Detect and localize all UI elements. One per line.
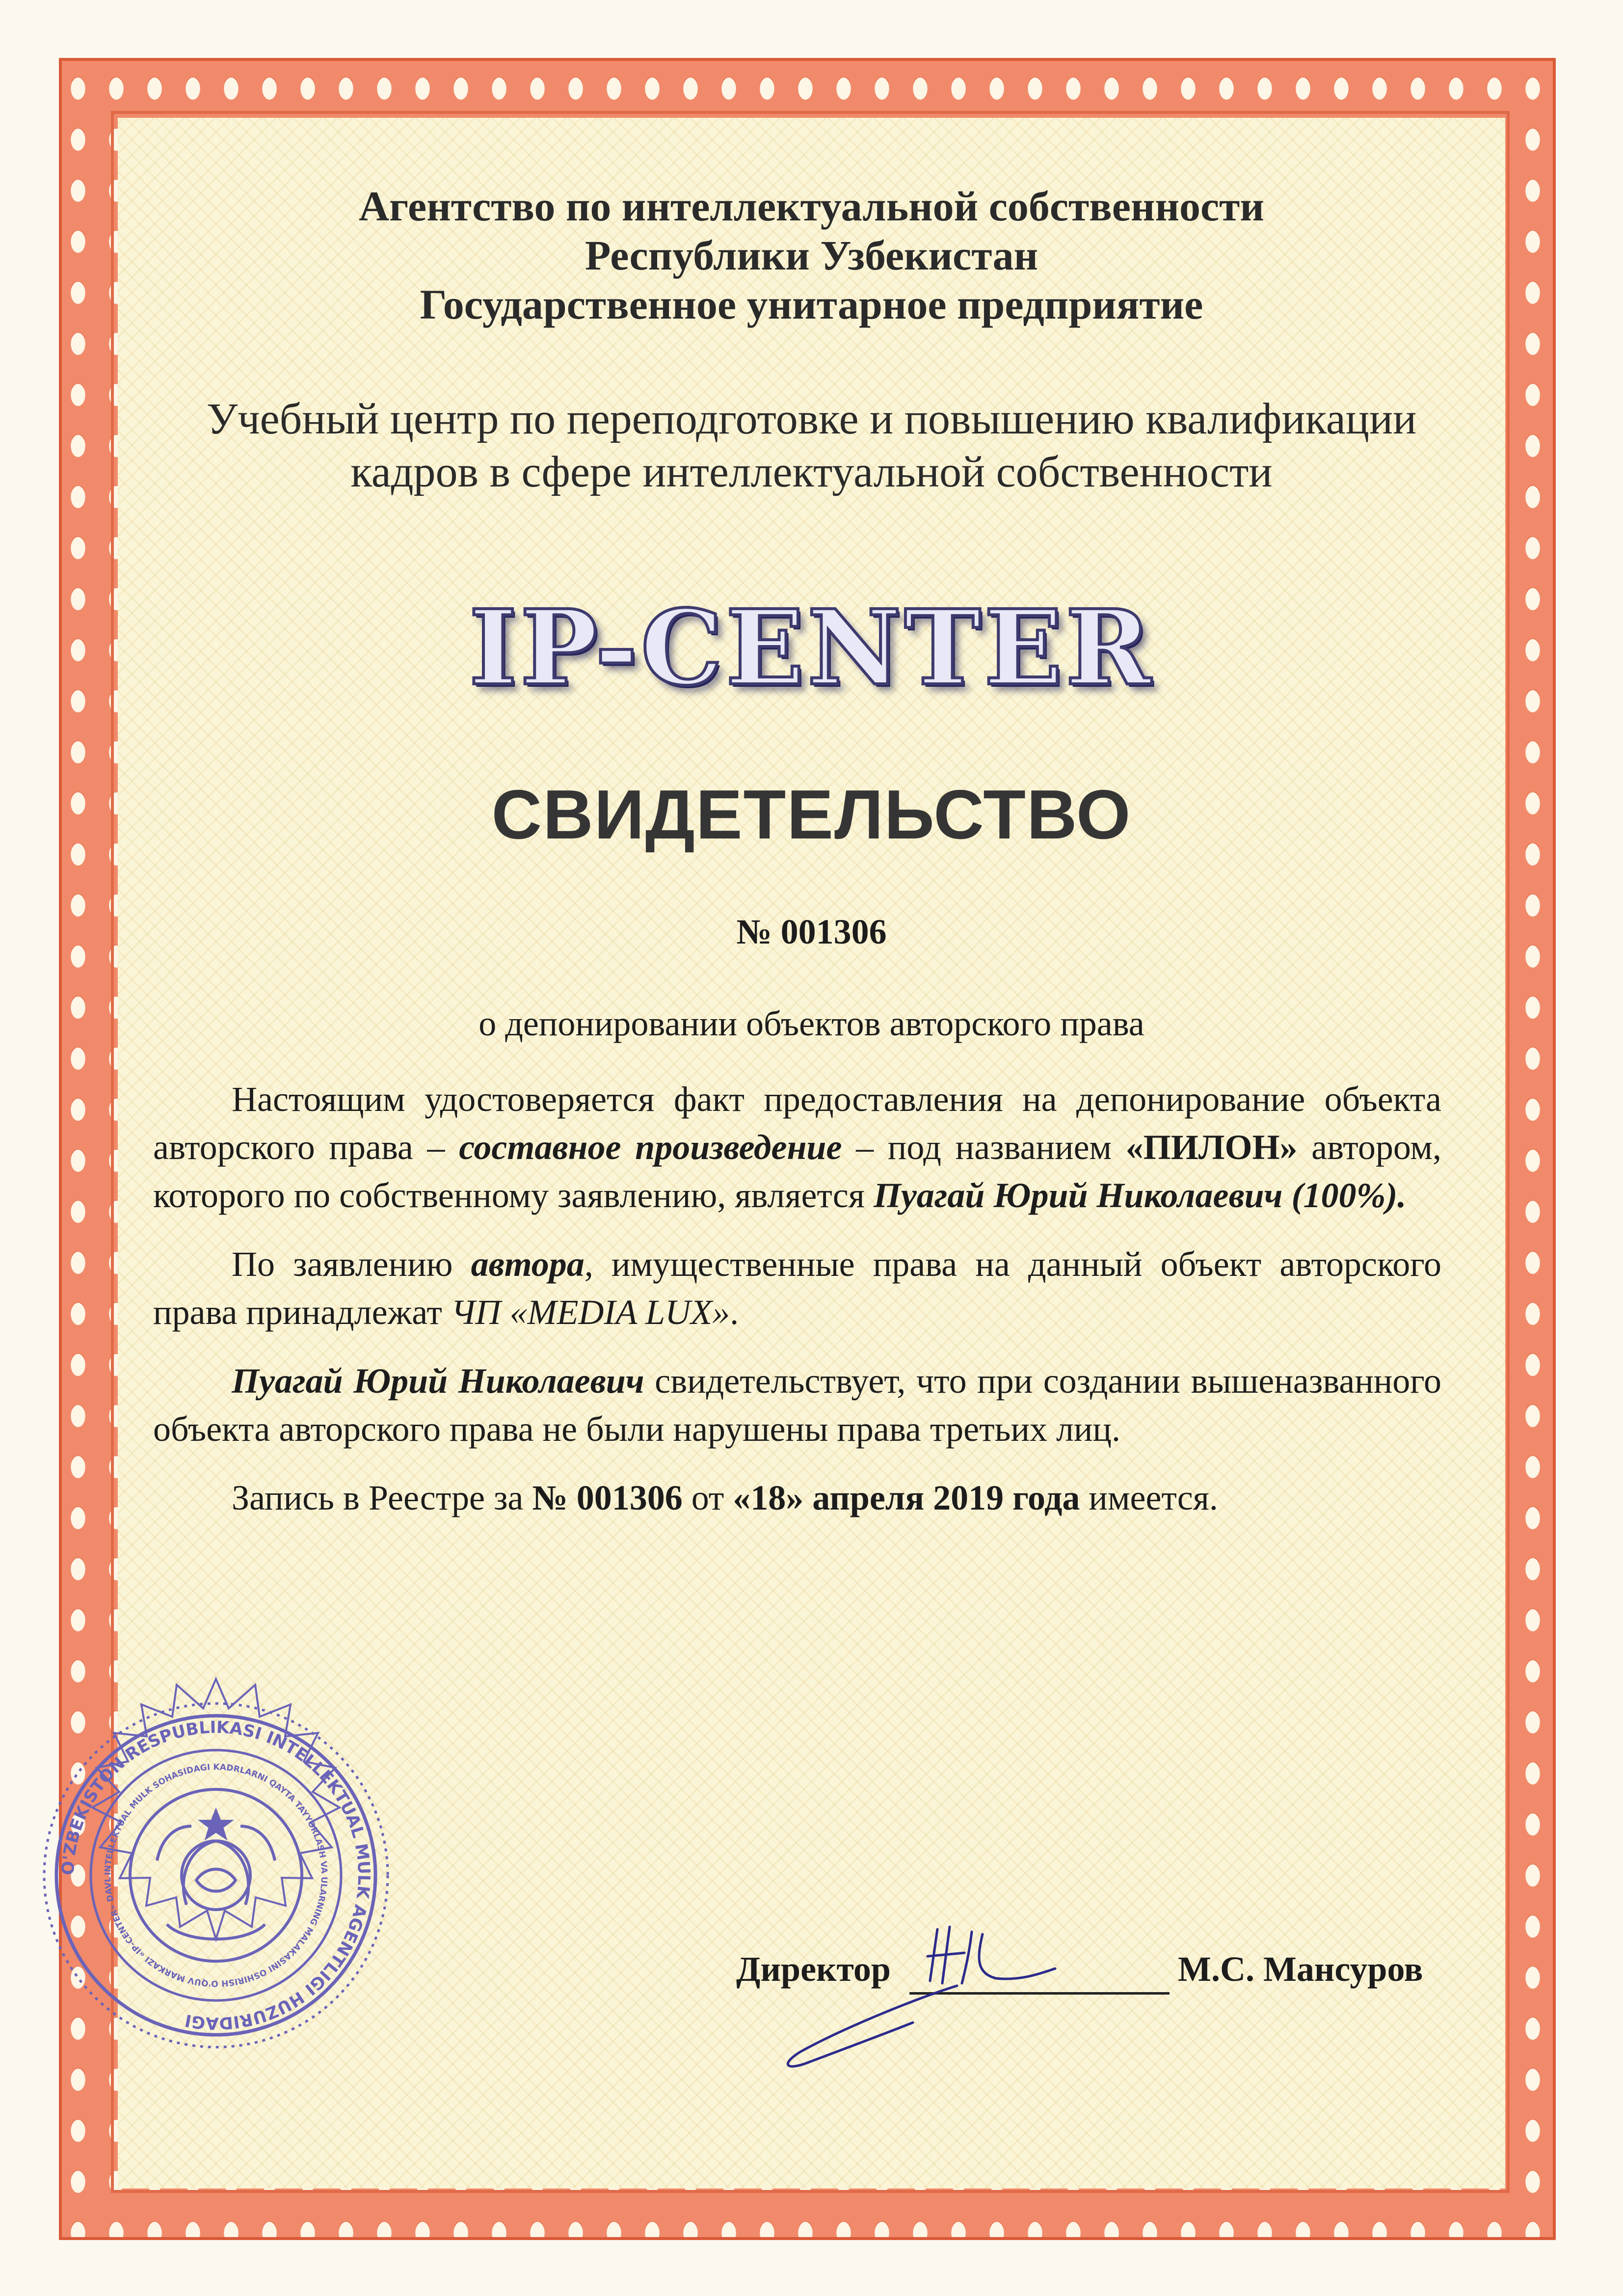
text-span: – под названием (842, 1128, 1126, 1167)
issuer-line-3: Государственное унитарное предприятие (420, 281, 1203, 328)
issuer-line-1: Агентство по интеллектуальной собственности (359, 183, 1264, 230)
work-title: «ПИЛОН» (1125, 1128, 1298, 1167)
text-span: Настоящим удостоверяется факт предоставления на депонирование объекта авторского права – (153, 1080, 1441, 1167)
text-span: свидетельствует, что при создании вышеназванного объекта авторского права не были нарушены права третьих лиц. (153, 1361, 1442, 1449)
paragraph-rights (153, 1240, 1441, 1336)
seal-inner-text: INTELLEKTUAL MULK SOHASIDAGI KADRLARNI QAYTA TAYYORLASH VA ULARNING MALAKASINI OSHIRISH O'QUV MARKAZI «IP-CENTER» DAVL (103, 1762, 329, 1989)
text-span: от (682, 1478, 733, 1517)
work-type: составное произведение (459, 1128, 842, 1167)
registry-number: № 001306 (532, 1478, 683, 1517)
handwritten-signature (682, 1900, 1173, 2111)
certificate-number: № 001306 (736, 912, 887, 951)
paragraph-attestation (153, 1357, 1441, 1453)
signatory-title: Директор (736, 1949, 891, 1989)
official-seal (0, 1649, 442, 2101)
text-span: . (730, 1293, 739, 1332)
rights-owner: ЧП «MEDIA LUX» (451, 1293, 730, 1332)
seal-emblem (157, 1811, 275, 1939)
ip-center-logo: IP-CENTER (469, 587, 1154, 708)
certificate-subject: о депонировании объектов авторского права (479, 1004, 1144, 1043)
text-span: , имущественные права на данный объект авторского права принадлежат (153, 1244, 1442, 1332)
text-span: Запись в Реестре за (232, 1478, 532, 1517)
center-line-1: Учебный центр по переподготовке и повышению квалификации (206, 395, 1417, 443)
text-span: автором, которого по собственному заявлению, является (153, 1128, 1442, 1215)
center-line-2: кадров в сфере интеллектуальной собственности (350, 448, 1273, 496)
issuer-line-2: Республики Узбекистан (585, 232, 1038, 279)
text-span: По заявлению (232, 1244, 471, 1284)
paragraph-registry (153, 1474, 1441, 1522)
certificate-body (153, 1075, 1441, 1542)
document-title: СВИДЕТЕЛЬСТВО (491, 776, 1132, 854)
text-span: имеется. (1080, 1478, 1218, 1517)
issuer-header (118, 182, 1505, 329)
author-share: Пуагай Юрий Николаевич (100%). (873, 1176, 1407, 1215)
training-center-name (118, 393, 1505, 499)
attesting-author: Пуагай Юрий Николаевич (232, 1361, 644, 1401)
registry-date: «18» апреля 2019 года (733, 1478, 1080, 1517)
signatory-name: М.С. Мансуров (1178, 1949, 1423, 1989)
applicant-role: автора (471, 1244, 585, 1284)
seal-outer-text: O'ZBEKISTON RESPUBLIKASI INTELLEKTUAL MULK AGENTLIGI HUZURIDAGI (58, 1717, 374, 2033)
paragraph-deposit (153, 1075, 1441, 1219)
